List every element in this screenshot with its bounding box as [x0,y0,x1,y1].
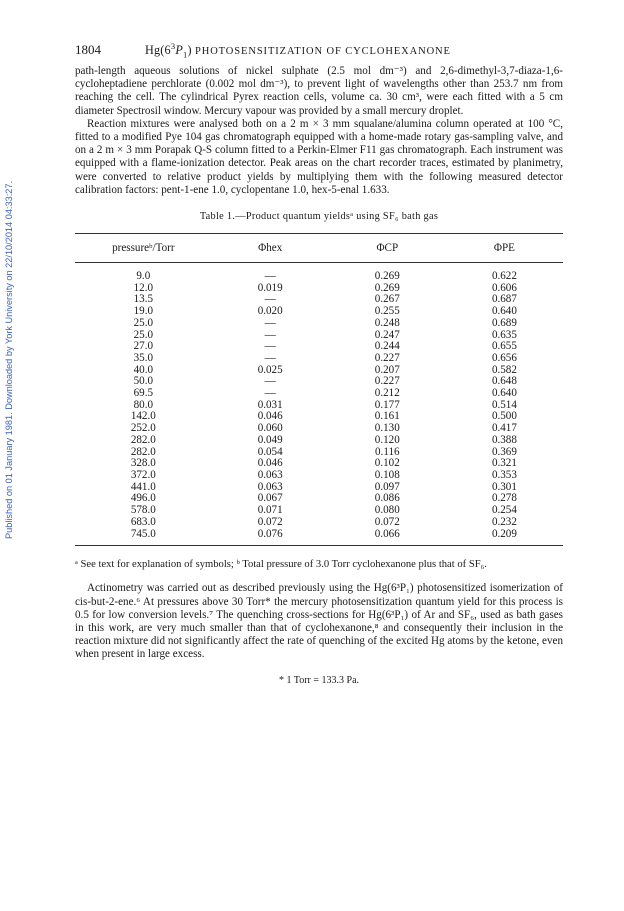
cell-phi-hex: — [264,293,276,306]
download-watermark-text: Published on 01 January 1981. Downloaded by York University on 22/10/2014 04:33:27. [4,180,14,540]
page-number: 1804 [75,42,101,57]
cell-phi-hex: 0.049 [257,433,283,446]
cell-phi-pe: 0.254 [491,504,517,517]
cell-phi-pe: 0.655 [491,340,517,353]
cell-phi-hex: 0.046 [257,457,283,470]
cell-pressure: 496.0 [130,492,156,505]
cell-pressure: 40.0 [133,363,154,376]
table-body [75,263,563,546]
cell-phi-hex: — [264,316,276,329]
cell-phi-cp: 0.248 [374,316,400,329]
cell-pressure: 25.0 [133,328,154,341]
cell-phi-cp: 0.177 [374,398,400,411]
cell-phi-cp: 0.116 [375,445,400,458]
cell-phi-pe: 0.582 [491,363,517,376]
cell-pressure: 578.0 [130,504,156,517]
cell-phi-pe: 0.648 [491,375,517,388]
cell-phi-hex: 0.072 [257,515,283,528]
cell-phi-hex: 0.025 [257,363,283,376]
cell-phi-cp: 0.102 [374,457,400,470]
cell-phi-hex: — [264,340,276,353]
cell-phi-cp: 0.086 [374,492,400,505]
running-header [75,42,563,58]
paragraph-apparatus: path-length aqueous solutions of nickel sulphate (2.5 mol dm⁻³) and 2,6-dimethyl-3,7-diaza-1,6-cycloheptadiene perchlorate (0.002 mol dm⁻³), to prevent light of wavelengths other than 253.7 nm from reaching the cell. The cylindrical Pyrex reaction cells, volume ca. 30 cm³, were each fitted with a 5 cm diameter Spectrosil window. Mercury vapour was provided by a small mercury droplet. [75,65,563,117]
cell-pressure: 50.0 [133,375,154,388]
cell-phi-pe: 0.500 [491,410,517,423]
cell-phi-cp: 0.227 [374,375,400,388]
cell-phi-cp: 0.161 [374,410,400,423]
cell-phi-pe: 0.635 [491,328,517,341]
cell-phi-pe: 0.232 [491,515,517,528]
table-row [75,470,563,482]
cell-pressure: 142.0 [130,410,156,423]
cell-phi-pe: 0.388 [491,433,517,446]
journal-page [75,42,563,686]
cell-pressure: 27.0 [133,340,154,353]
cell-phi-cp: 0.269 [374,270,400,283]
cell-phi-hex: 0.060 [257,422,283,435]
cell-phi-hex: 0.019 [257,281,283,294]
cell-phi-hex: 0.031 [257,398,283,411]
cell-phi-pe: 0.209 [446,529,563,546]
cell-phi-hex: 0.067 [257,492,283,505]
cell-pressure: 372.0 [130,468,156,481]
table-row [75,517,563,529]
cell-phi-cp: 0.066 [329,529,446,546]
cell-phi-hex: 0.063 [257,468,283,481]
cell-phi-hex: 0.054 [257,445,283,458]
table-footnote: ᵃ See text for explanation of symbols; ᵇ Total pressure of 3.0 Torr cyclohexanone plus that of SF₆. [75,559,487,571]
cell-pressure: 19.0 [133,305,154,318]
col-header-phi-hex: Φhex [212,234,329,263]
cell-phi-pe: 0.369 [491,445,517,458]
cell-phi-cp: 0.108 [374,468,400,481]
cell-phi-pe: 0.301 [491,480,517,493]
table-row [75,388,563,400]
cell-pressure: 9.0 [136,270,151,283]
table-row [75,318,563,330]
cell-phi-pe: 0.640 [491,387,517,400]
cell-phi-pe: 0.321 [491,457,517,470]
cell-phi-pe: 0.417 [491,422,517,435]
running-title: $Hg(6^3P_1)$ PHOTOSENSITIZATION OF CYCLOHEXANONE [145,40,451,60]
cell-phi-hex: — [264,375,276,388]
cell-pressure: 12.0 [133,281,154,294]
cell-phi-cp: 0.120 [374,433,400,446]
cell-phi-hex: 0.046 [257,410,283,423]
cell-pressure: 745.0 [75,529,212,546]
cell-pressure: 13.5 [133,293,154,306]
cell-phi-hex: 0.076 [212,529,329,546]
cell-phi-cp: 0.227 [374,351,400,364]
cell-phi-cp: 0.267 [374,293,400,306]
page-footnote: * 1 Torr = 133.3 Pa. [278,674,360,686]
table-row [75,529,563,546]
cell-phi-hex: — [264,328,276,341]
paragraph-analysis: Reaction mixtures were analysed both on a 2 m × 3 mm squalane/alumina column operated at 100 °C, fitted to a modified Pye 104 gas chromatograph equipped with a home-made rotary gas-sampling valve, and on a 2 m × 3 mm Porapak Q-S column fitted to a Perkin-Elmer F11 gas chromatograph. Each instrument was equipped with a flame-ionization detector. Peak areas on the chart recorder traces, estimated by planimetry, were converted to relative product yields by multiplying them with the following measured detector calibration factors: pent-1-ene 1.0, cyclopentane 1.0, hex-5-enal 1.633. [75,117,563,196]
cell-phi-cp: 0.130 [374,422,400,435]
cell-phi-cp: 0.072 [374,515,400,528]
quantum-yield-table [75,233,563,546]
cell-phi-pe: 0.689 [491,316,517,329]
table-row [75,435,563,447]
table-row [75,353,563,365]
table-row [75,263,563,283]
cell-phi-hex: 0.020 [257,305,283,318]
cell-phi-cp: 0.080 [374,504,400,517]
cell-pressure: 80.0 [133,398,154,411]
paragraph-actinometry: Actinometry was carried out as described previously using the Hg(6³P₁) photosensitized isomerization of cis-but-2-ene.⁶ At pressures above 30 Torr* the mercury photosensitization quantum yield for this process is 0.5 for low conversion levels.⁷ The quenching cross-sections for Hg(6³P₁) of Ar and SF₆, used as bath gases in this work, are very much smaller than that of cyclohexanone,⁸ and consequently their inclusion in the reaction mixture did not significantly affect the rate of quenching of the excited Hg atoms by the ketone, even when present in large excess. [75,582,563,661]
col-header-phi-pe: ΦPE [446,234,563,263]
cell-pressure: 683.0 [130,515,156,528]
cell-pressure: 282.0 [130,445,156,458]
cell-phi-cp: 0.244 [374,340,400,353]
download-watermark [2,150,16,570]
cell-pressure: 35.0 [133,351,154,364]
cell-phi-pe: 0.514 [491,398,517,411]
cell-phi-cp: 0.207 [374,363,400,376]
cell-phi-cp: 0.097 [374,480,400,493]
col-header-pressure: pressureᵇ/Torr [75,234,212,263]
cell-phi-pe: 0.606 [491,281,517,294]
table-header-row [75,234,563,263]
cell-phi-cp: 0.247 [374,328,400,341]
cell-phi-pe: 0.278 [491,492,517,505]
cell-phi-hex: — [264,270,276,283]
cell-phi-cp: 0.255 [374,305,400,318]
cell-pressure: 25.0 [133,316,154,329]
cell-phi-cp: 0.212 [374,387,400,400]
cell-phi-hex: — [264,387,276,400]
cell-pressure: 441.0 [130,480,156,493]
cell-phi-pe: 0.687 [491,293,517,306]
cell-phi-pe: 0.656 [491,351,517,364]
cell-phi-cp: 0.269 [374,281,400,294]
cell-phi-hex: 0.071 [257,504,283,517]
cell-pressure: 282.0 [130,433,156,446]
cell-pressure: 252.0 [130,422,156,435]
cell-phi-pe: 0.640 [491,305,517,318]
cell-phi-hex: 0.063 [257,480,283,493]
cell-pressure: 328.0 [130,457,156,470]
cell-phi-pe: 0.622 [491,270,517,283]
cell-pressure: 69.5 [133,387,154,400]
cell-phi-pe: 0.353 [491,468,517,481]
col-header-phi-cp: ΦCP [329,234,446,263]
table-caption: Table 1.—Product quantum yieldsᵃ using SF₆ bath gas [199,211,439,223]
cell-phi-hex: — [264,351,276,364]
